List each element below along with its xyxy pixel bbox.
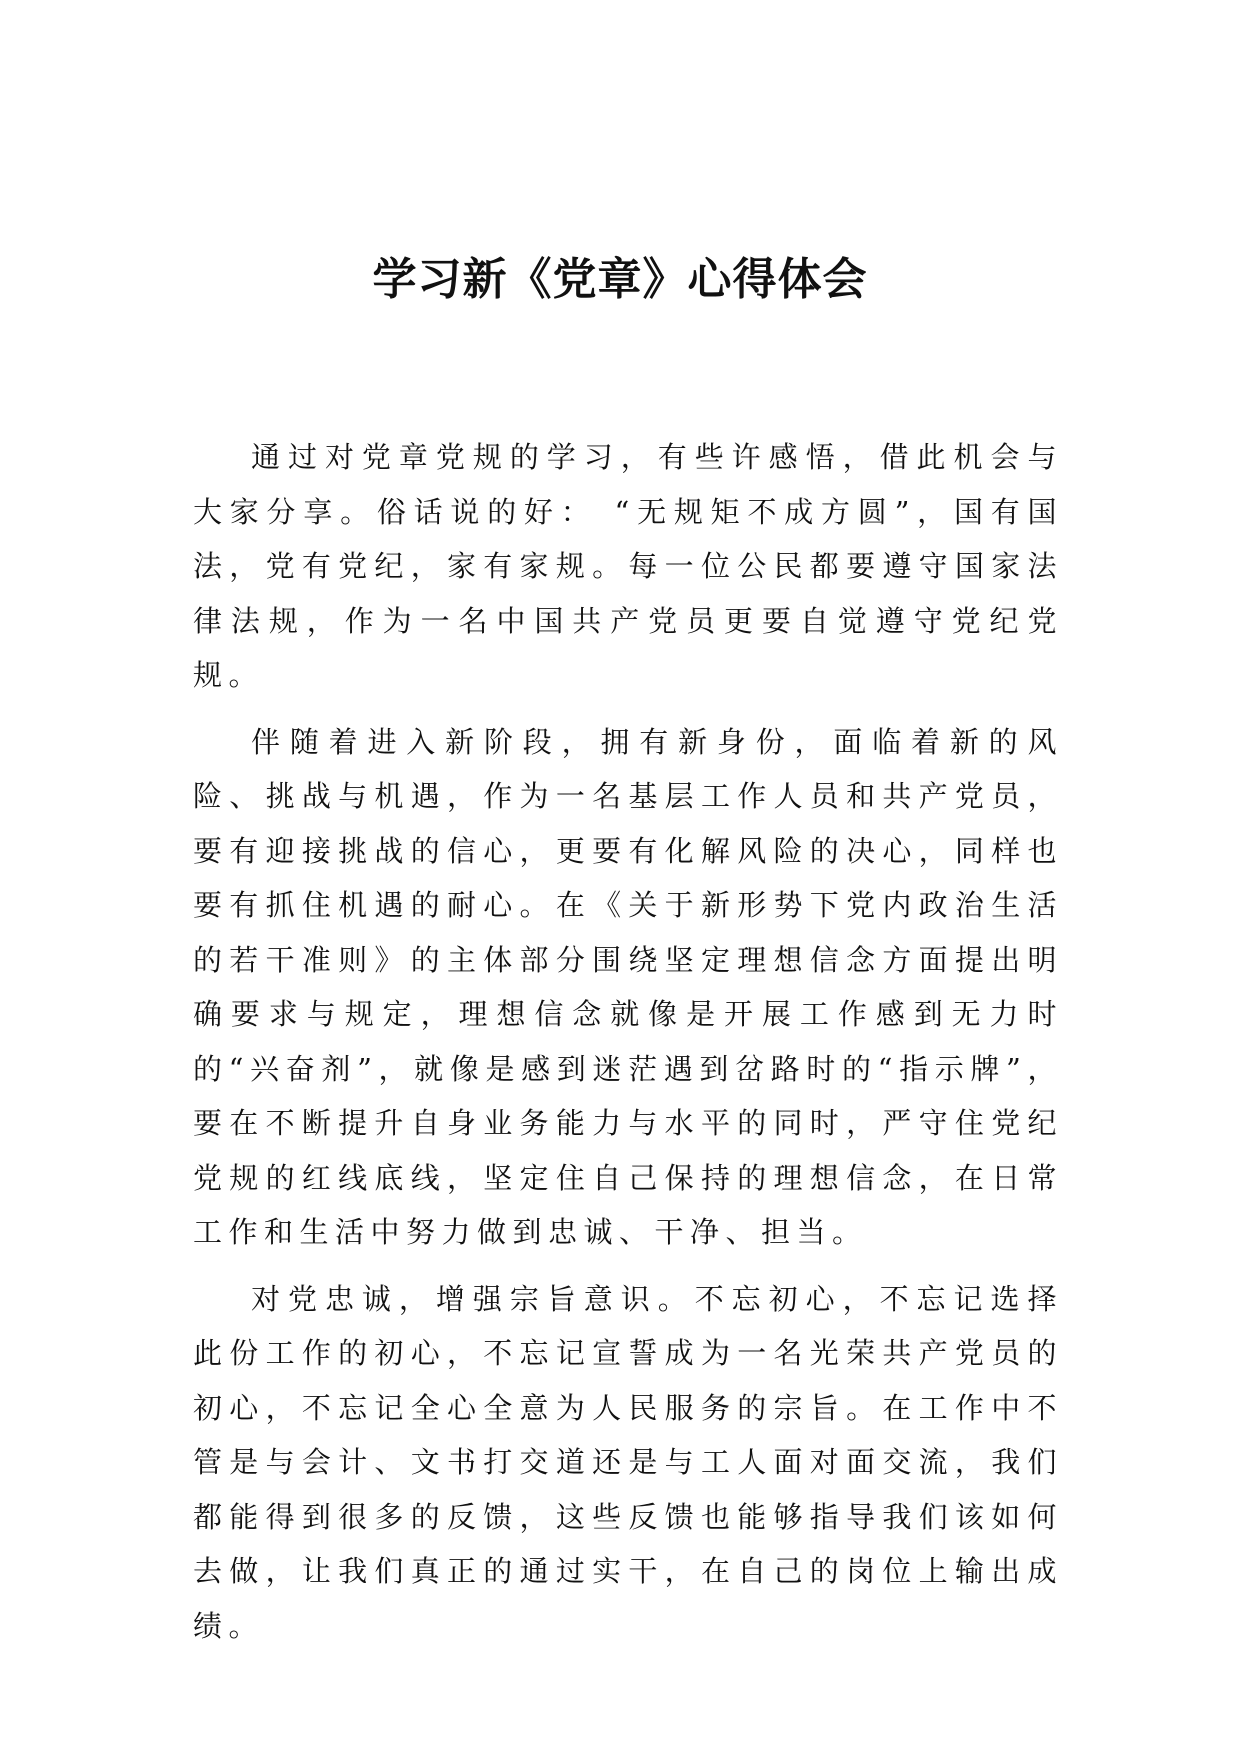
- document-title: 学习新《党章》心得体会: [372, 254, 868, 305]
- paragraph-3: 对党忠诚，增强宗旨意识。不忘初心，不忘记选择此份工作的初心，不忘记宣誓成为一名光荣共产党员的初心，不忘记全心全意为人民服务的宗旨。在工作中不管是与会计、文书打交道还是与工人面对面交流，我们都能得到很多的反馈，这些反馈也能够指导我们该如何去做，让我们真正的通过实干，在自己的岗位上输出成绩。: [193, 1281, 1063, 1643]
- paragraph-2: 伴随着进入新阶段，拥有新身份，面临着新的风险、挑战与机遇，作为一名基层工作人员和共产党员，要有迎接挑战的信心，更要有化解风险的决心，同样也要有抓住机遇的耐心。在《关于新形势下党内政治生活的若干准则》的主体部分围绕坚定理想信念方面提出明确要求与规定，理想信念就像是开展工作感到无力时的“兴奋剂”，就像是感到迷茫遇到岔路时的“指示牌”，要在不断提升自身业务能力与水平的同时，严守住党纪党规的红线底线，坚定住自己保持的理想信念，在日常工作和生活中努力做到忠诚、干净、担当。: [193, 724, 1063, 1249]
- paragraph-1: 通过对党章党规的学习，有些许感悟，借此机会与大家分享。俗话说的好： “无规矩不成方圆”，国有国法，党有党纪，家有家规。每一位公民都要遵守国家法律法规，作为一名中国共产党员更要自觉遵守党纪党规。: [193, 440, 1063, 692]
- document-body: [193, 430, 1063, 1665]
